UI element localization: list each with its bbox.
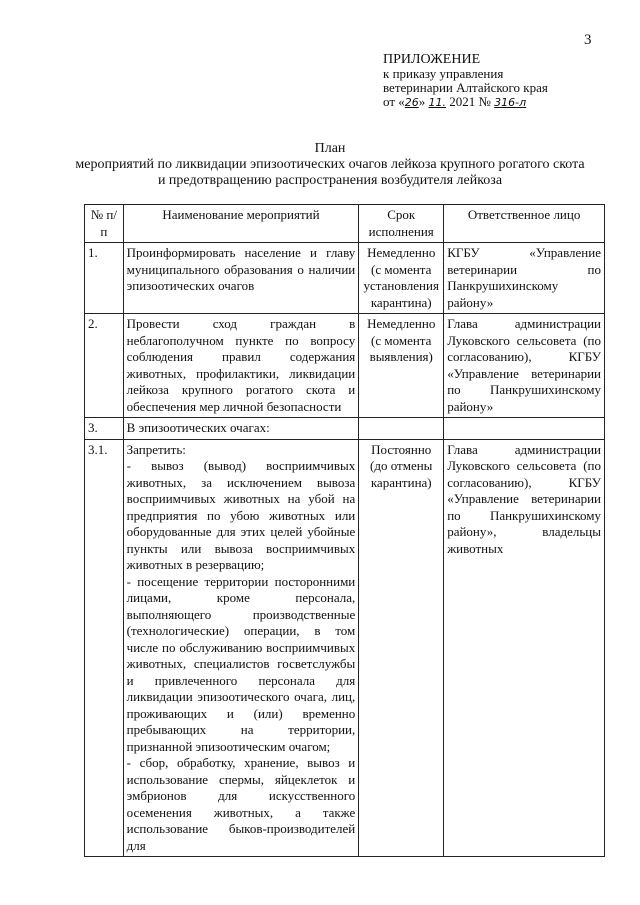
date-prefix: от «: [383, 94, 405, 109]
header-action: Наименование мероприятий: [123, 205, 359, 243]
page-number: 3: [584, 32, 592, 48]
table-row: [85, 439, 605, 857]
row-term: Немедленно (с момента выявления): [359, 314, 444, 418]
row-responsible: КГБУ «Управление ветеринарии по Панкрушихинскому району»: [444, 243, 605, 314]
appendix-date-line: [383, 95, 548, 110]
action-item: - вывоз (вывод) восприимчивых животных, за исключением вывоза восприимчивых животных на убой на предприятия по убою животных или оборудованные для этих целей убойные пункты или вывоза восприимчивых животных в резервацию;: [126, 458, 356, 572]
appendix-block: [383, 53, 548, 110]
row-action: Провести сход граждан в неблагополучном пункте по вопросу соблюдения правил содержания животных, профилактики, ликвидации лейкоза крупного рогатого скота и обеспечения мер личной безопасности: [123, 314, 359, 418]
date-year: 2021 №: [449, 94, 491, 109]
date-month: 11.: [428, 96, 447, 109]
table-header-row: [85, 205, 605, 243]
table-row: [85, 243, 605, 314]
header-term: Срок исполнения: [359, 205, 444, 243]
row-term: [359, 418, 444, 440]
header-num: № п/п: [85, 205, 124, 243]
plan-subtitle-2: и предотвращению распространения возбудителя лейкоза: [157, 173, 503, 188]
row-num: 3.1.: [85, 439, 124, 857]
order-number: 316-л: [494, 96, 527, 109]
header-responsible: Ответственное лицо: [444, 205, 605, 243]
date-day: 26: [404, 96, 419, 109]
action-head: Запретить:: [126, 441, 186, 457]
action-item: - посещение территории посторонними лицами, кроме персонала, выполняющего производственные (технологические) операции, в том числе по обслуживанию восприимчивых животных, специалистов госветслужбы и привлеченного персонала для ликвидации эпизоотического очага, лиц, проживающих и (или) временно пребывающих на территории, признанной эпизоотическим очагом;: [126, 573, 356, 754]
date-mid: »: [418, 94, 426, 109]
row-action: [123, 439, 359, 857]
row-term: Немедленно (с момента установления карантина): [359, 243, 444, 314]
row-action: В эпизоотических очагах:: [123, 418, 359, 440]
row-term: Постоянно (до отмены карантина): [359, 439, 444, 857]
row-responsible: Глава администрации Луковского сельсовета (по согласованию), КГБУ «Управление ветеринарии по Панкрушихинскому району»: [444, 314, 605, 418]
plan-table: [84, 204, 605, 857]
row-num: 1.: [85, 243, 124, 314]
row-action: Проинформировать население и главу муниципального образования о наличии эпизоотических очагов: [123, 243, 359, 314]
plan-subtitle-1: мероприятий по ликвидации эпизоотических очагов лейкоза крупного рогатого скота: [75, 157, 585, 172]
table-row: [85, 418, 605, 440]
appendix-line-2: ветеринарии Алтайского края: [383, 80, 548, 95]
table-row: [85, 314, 605, 418]
row-responsible: Глава администрации Луковского сельсовета (по согласованию), КГБУ «Управление ветеринарии по Панкрушихинскому району», владельцы животных: [444, 439, 605, 857]
row-num: 2.: [85, 314, 124, 418]
row-num: 3.: [85, 418, 124, 440]
action-item: - сбор, обработку, хранение, вывоз и использование спермы, яйцеклеток и эмбрионов для искусственного осеменения животных, а также использование быков-производителей для: [126, 755, 356, 853]
plan-title: План: [314, 141, 346, 156]
row-responsible: [444, 418, 605, 440]
appendix-line-1: к приказу управления: [383, 66, 504, 81]
appendix-heading: ПРИЛОЖЕНИЕ: [383, 52, 481, 67]
